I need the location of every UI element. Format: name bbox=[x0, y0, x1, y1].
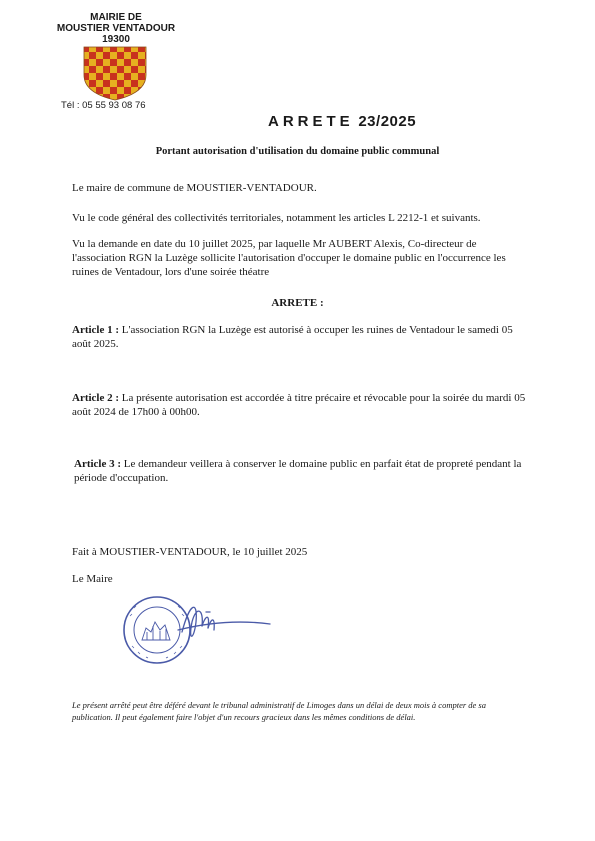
article-2 bbox=[72, 391, 527, 419]
mairie-postcode: 19300 bbox=[102, 34, 130, 45]
mairie-line-2: MOUSTIER VENTADOUR bbox=[56, 23, 176, 34]
article-2-label: Article 2 : bbox=[72, 392, 120, 404]
article-2-text: La présente autorisation est accordée à titre précaire et révocable pour la soirée du mardi 05 août 2024 de 17h00 à 00h00. bbox=[72, 392, 526, 418]
article-1 bbox=[72, 323, 527, 351]
article-3-label: Article 3 : bbox=[74, 458, 122, 470]
article-3-text: Le demandeur veillera à conserver le domaine public en parfait état de propreté pendant la période d'occupation. bbox=[74, 458, 522, 484]
arrete-heading: ARRETE : bbox=[271, 297, 324, 309]
article-1-text: L'association RGN la Luzège est autorisé à occuper les ruines de Ventadour le samedi 05 août 2025. bbox=[72, 324, 513, 350]
town-crest-icon bbox=[82, 45, 148, 101]
article-1-label: Article 1 : bbox=[72, 324, 120, 336]
arrete-subtitle: Portant autorisation d'utilisation du domaine public communal bbox=[155, 146, 440, 157]
arrete-title bbox=[268, 113, 416, 130]
intro-paragraph: Le maire de commune de MOUSTIER-VENTADOUR. bbox=[72, 182, 317, 194]
arrete-title-word: ARRETE bbox=[268, 113, 354, 130]
legal-footnote: Le présent arrêté peut être déféré devant le tribunal administratif de Limoges dans un délai de deux mois à compter de sa publication. Il peut également faire l'objet d'un recours gracieux dans les mêmes conditions de délai. bbox=[72, 700, 486, 722]
arrete-number: 23/2025 bbox=[358, 113, 417, 130]
vu-code-paragraph: Vu le code général des collectivités territoriales, notamment les articles L 2212-1 et suivants. bbox=[72, 212, 481, 224]
signatory-label: Le Maire bbox=[72, 573, 113, 585]
official-stamp-icon bbox=[120, 592, 280, 670]
done-at-line: Fait à MOUSTIER-VENTADOUR, le 10 juillet 2025 bbox=[72, 546, 308, 558]
vu-demande-paragraph: Vu la demande en date du 10 juillet 2025, par laquelle Mr AUBERT Alexis, Co-directeur de l'association RGN la Luzège sollicite l'autorisation d'occuper le domaine public en l'occurrence les ruines de Ventadour, lors d'une soirée théatre bbox=[72, 238, 506, 278]
article-3 bbox=[74, 457, 529, 485]
mairie-phone: Tél : 05 55 93 08 76 bbox=[61, 100, 146, 111]
mairie-line-1: MAIRIE DE bbox=[90, 12, 142, 23]
